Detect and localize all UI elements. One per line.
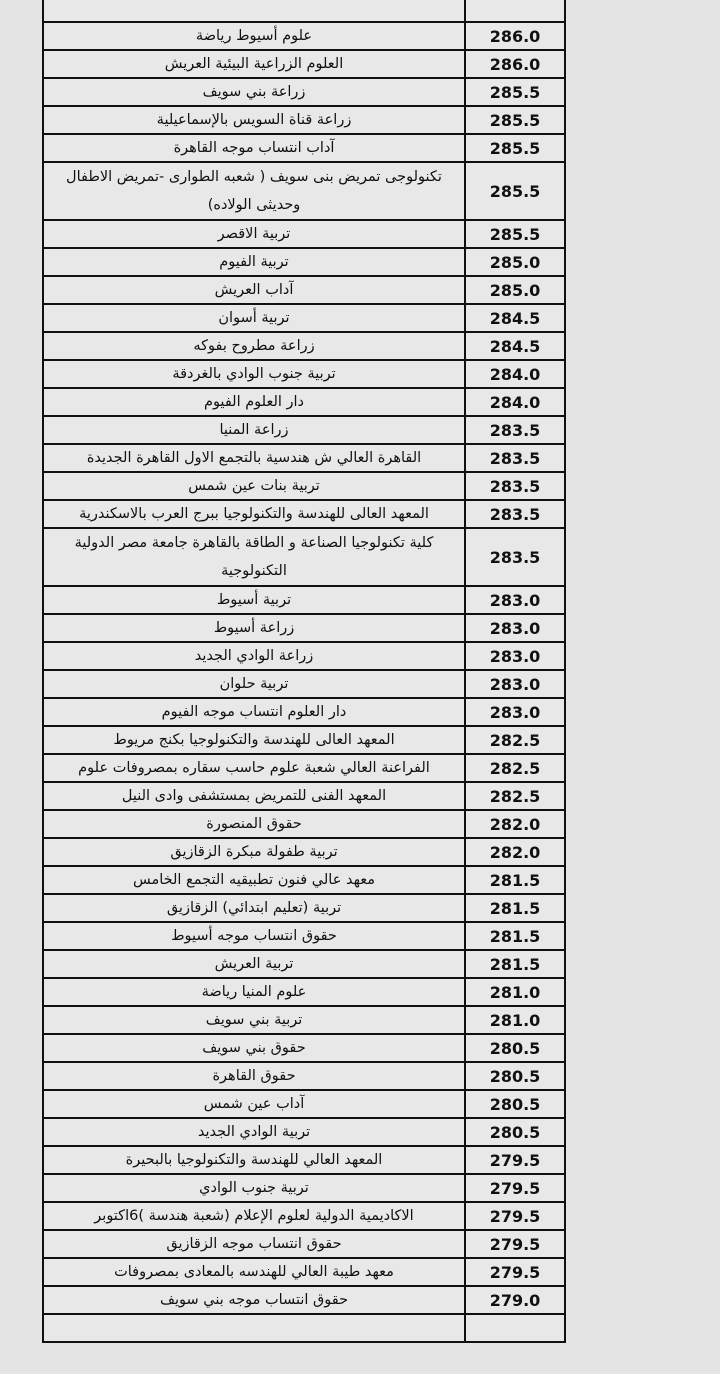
score-cell: 283.0 <box>465 698 565 726</box>
score-cell: 279.5 <box>465 1230 565 1258</box>
table-row <box>43 276 565 304</box>
score-cell: 279.0 <box>465 1286 565 1314</box>
score-cell: 285.5 <box>465 78 565 106</box>
table-row <box>43 1202 565 1230</box>
score-cell: 283.5 <box>465 500 565 528</box>
faculty-name-cell: دار العلوم انتساب موجه الفيوم <box>43 698 465 726</box>
score-cell: 284.5 <box>465 332 565 360</box>
faculty-name-cell: حقوق بني سويف <box>43 1034 465 1062</box>
faculty-name-cell: معهد عالي فنون تطبيقيه التجمع الخامس <box>43 866 465 894</box>
score-cell: 283.5 <box>465 416 565 444</box>
table-row <box>43 894 565 922</box>
table-row <box>43 1034 565 1062</box>
faculty-name-cell: آداب عين شمس <box>43 1090 465 1118</box>
score-cell: 281.5 <box>465 894 565 922</box>
table-row <box>43 586 565 614</box>
table-row <box>43 866 565 894</box>
score-cell: 283.0 <box>465 586 565 614</box>
table-row <box>43 1006 565 1034</box>
score-cell: 283.0 <box>465 642 565 670</box>
faculty-name-cell: المعهد العالى للهندسة والتكنولوجيا بكنج مريوط <box>43 726 465 754</box>
faculty-name-cell: آداب انتساب موجه القاهرة <box>43 134 465 162</box>
table-row <box>43 726 565 754</box>
table-row <box>43 1174 565 1202</box>
table-row <box>43 332 565 360</box>
score-cell: 283.0 <box>465 670 565 698</box>
score-cell: 282.5 <box>465 782 565 810</box>
score-cell: 285.5 <box>465 134 565 162</box>
table-row <box>43 22 565 50</box>
faculty-name-cell: آداب العريش <box>43 276 465 304</box>
table-row <box>43 1314 565 1342</box>
faculty-name-cell: تكنولوجى تمريض بنى سويف ( شعبه الطوارى -تمريض الاطفال وحديثى الولاده) <box>43 162 465 220</box>
table-row <box>43 782 565 810</box>
score-cell: 284.5 <box>465 304 565 332</box>
table-row <box>43 1286 565 1314</box>
score-cell: 285.5 <box>465 220 565 248</box>
table-row <box>43 670 565 698</box>
score-cell: 283.0 <box>465 614 565 642</box>
score-cell <box>465 0 565 22</box>
faculty-name-cell: تربية طفولة مبكرة الزقازيق <box>43 838 465 866</box>
score-cell: 282.5 <box>465 754 565 782</box>
table-row <box>43 1258 565 1286</box>
faculty-name-cell: الفراعنة العالي شعبة علوم حاسب سقاره بمصروفات علوم <box>43 754 465 782</box>
table-row <box>43 614 565 642</box>
faculty-name-cell: تربية بني سويف <box>43 1006 465 1034</box>
table-row <box>43 162 565 220</box>
table-row <box>43 642 565 670</box>
faculty-name-cell: تربية الفيوم <box>43 248 465 276</box>
faculty-name-cell: المعهد العالي للهندسة والتكنولوجيا بالبحيرة <box>43 1146 465 1174</box>
faculty-name-cell: القاهرة العالي ش هندسية بالتجمع الاول القاهرة الجديدة <box>43 444 465 472</box>
score-cell: 286.0 <box>465 50 565 78</box>
table-row <box>43 78 565 106</box>
table-row <box>43 528 565 586</box>
faculty-name-cell: تربية (تعليم ابتدائي) الزقازيق <box>43 894 465 922</box>
table-row <box>43 754 565 782</box>
score-cell: 281.5 <box>465 922 565 950</box>
score-cell: 281.5 <box>465 950 565 978</box>
faculty-name-cell: علوم المنيا رياضة <box>43 978 465 1006</box>
faculty-name-cell: تربية أسوان <box>43 304 465 332</box>
table-row <box>43 1230 565 1258</box>
faculty-name-cell: زراعة قناة السويس بالإسماعيلية <box>43 106 465 134</box>
score-cell: 280.5 <box>465 1062 565 1090</box>
table-row <box>43 360 565 388</box>
table-row <box>43 388 565 416</box>
table-row <box>43 1090 565 1118</box>
admission-scores-table <box>42 0 566 1343</box>
score-cell: 281.5 <box>465 866 565 894</box>
faculty-name-cell: معهد طيبة العالي للهندسه بالمعادى بمصروفات <box>43 1258 465 1286</box>
score-cell <box>465 1314 565 1342</box>
table-row <box>43 922 565 950</box>
table-row <box>43 416 565 444</box>
table-row <box>43 1146 565 1174</box>
faculty-name-cell: دار العلوم الفيوم <box>43 388 465 416</box>
score-cell: 281.0 <box>465 978 565 1006</box>
faculty-name-cell: زراعة بني سويف <box>43 78 465 106</box>
table-row <box>43 248 565 276</box>
faculty-name-cell: تربية الاقصر <box>43 220 465 248</box>
faculty-name-cell: حقوق القاهرة <box>43 1062 465 1090</box>
table-row <box>43 838 565 866</box>
faculty-name-cell <box>43 0 465 22</box>
score-cell: 282.0 <box>465 810 565 838</box>
score-cell: 283.5 <box>465 472 565 500</box>
faculty-name-cell: زراعة المنيا <box>43 416 465 444</box>
faculty-name-cell: تربية أسيوط <box>43 586 465 614</box>
faculty-name-cell: المعهد العالى للهندسة والتكنولوجيا ببرج العرب بالاسكندرية <box>43 500 465 528</box>
score-cell: 280.5 <box>465 1118 565 1146</box>
faculty-name-cell: العلوم الزراعية البيئية العريش <box>43 50 465 78</box>
score-cell: 284.0 <box>465 388 565 416</box>
faculty-name-cell: المعهد الفنى للتمريض بمستشفى وادى النيل <box>43 782 465 810</box>
faculty-name-cell: تربية بنات عين شمس <box>43 472 465 500</box>
faculty-name-cell: تربية العريش <box>43 950 465 978</box>
table-row <box>43 0 565 22</box>
score-cell: 279.5 <box>465 1174 565 1202</box>
score-cell: 283.5 <box>465 528 565 586</box>
score-cell: 285.0 <box>465 276 565 304</box>
score-cell: 282.0 <box>465 838 565 866</box>
faculty-name-cell: الاكاديمية الدولية لعلوم الإعلام (شعبة هندسة )6اكتوبر <box>43 1202 465 1230</box>
faculty-name-cell: تربية حلوان <box>43 670 465 698</box>
faculty-name-cell: حقوق انتساب موجه أسيوط <box>43 922 465 950</box>
table-row <box>43 698 565 726</box>
table-row <box>43 1062 565 1090</box>
table-row <box>43 106 565 134</box>
table-row <box>43 978 565 1006</box>
faculty-name-cell: تربية جنوب الوادي بالغردقة <box>43 360 465 388</box>
faculty-name-cell: حقوق المنصورة <box>43 810 465 838</box>
score-cell: 285.0 <box>465 248 565 276</box>
table-row <box>43 1118 565 1146</box>
table-row <box>43 950 565 978</box>
faculty-name-cell <box>43 1314 465 1342</box>
table-row <box>43 472 565 500</box>
score-cell: 286.0 <box>465 22 565 50</box>
score-cell: 280.5 <box>465 1090 565 1118</box>
faculty-name-cell: تربية جنوب الوادي <box>43 1174 465 1202</box>
faculty-name-cell: زراعة الوادي الجديد <box>43 642 465 670</box>
score-cell: 279.5 <box>465 1258 565 1286</box>
score-cell: 280.5 <box>465 1034 565 1062</box>
faculty-name-cell: علوم أسيوط رياضة <box>43 22 465 50</box>
table-row <box>43 304 565 332</box>
score-cell: 279.5 <box>465 1146 565 1174</box>
faculty-name-cell: زراعة مطروح بفوكه <box>43 332 465 360</box>
faculty-name-cell: حقوق انتساب موجه بني سويف <box>43 1286 465 1314</box>
faculty-name-cell: تربية الوادي الجديد <box>43 1118 465 1146</box>
score-cell: 279.5 <box>465 1202 565 1230</box>
score-cell: 285.5 <box>465 106 565 134</box>
table-row <box>43 50 565 78</box>
table-row <box>43 134 565 162</box>
score-cell: 282.5 <box>465 726 565 754</box>
faculty-name-cell: كلية تكنولوجيا الصناعة و الطاقة بالقاهرة جامعة مصر الدولية التكنولوجية <box>43 528 465 586</box>
table-row <box>43 444 565 472</box>
table-row <box>43 500 565 528</box>
score-cell: 285.5 <box>465 162 565 220</box>
faculty-name-cell: حقوق انتساب موجه الزقازيق <box>43 1230 465 1258</box>
faculty-name-cell: زراعة أسيوط <box>43 614 465 642</box>
table-row <box>43 220 565 248</box>
score-cell: 284.0 <box>465 360 565 388</box>
table-row <box>43 810 565 838</box>
score-cell: 283.5 <box>465 444 565 472</box>
score-cell: 281.0 <box>465 1006 565 1034</box>
